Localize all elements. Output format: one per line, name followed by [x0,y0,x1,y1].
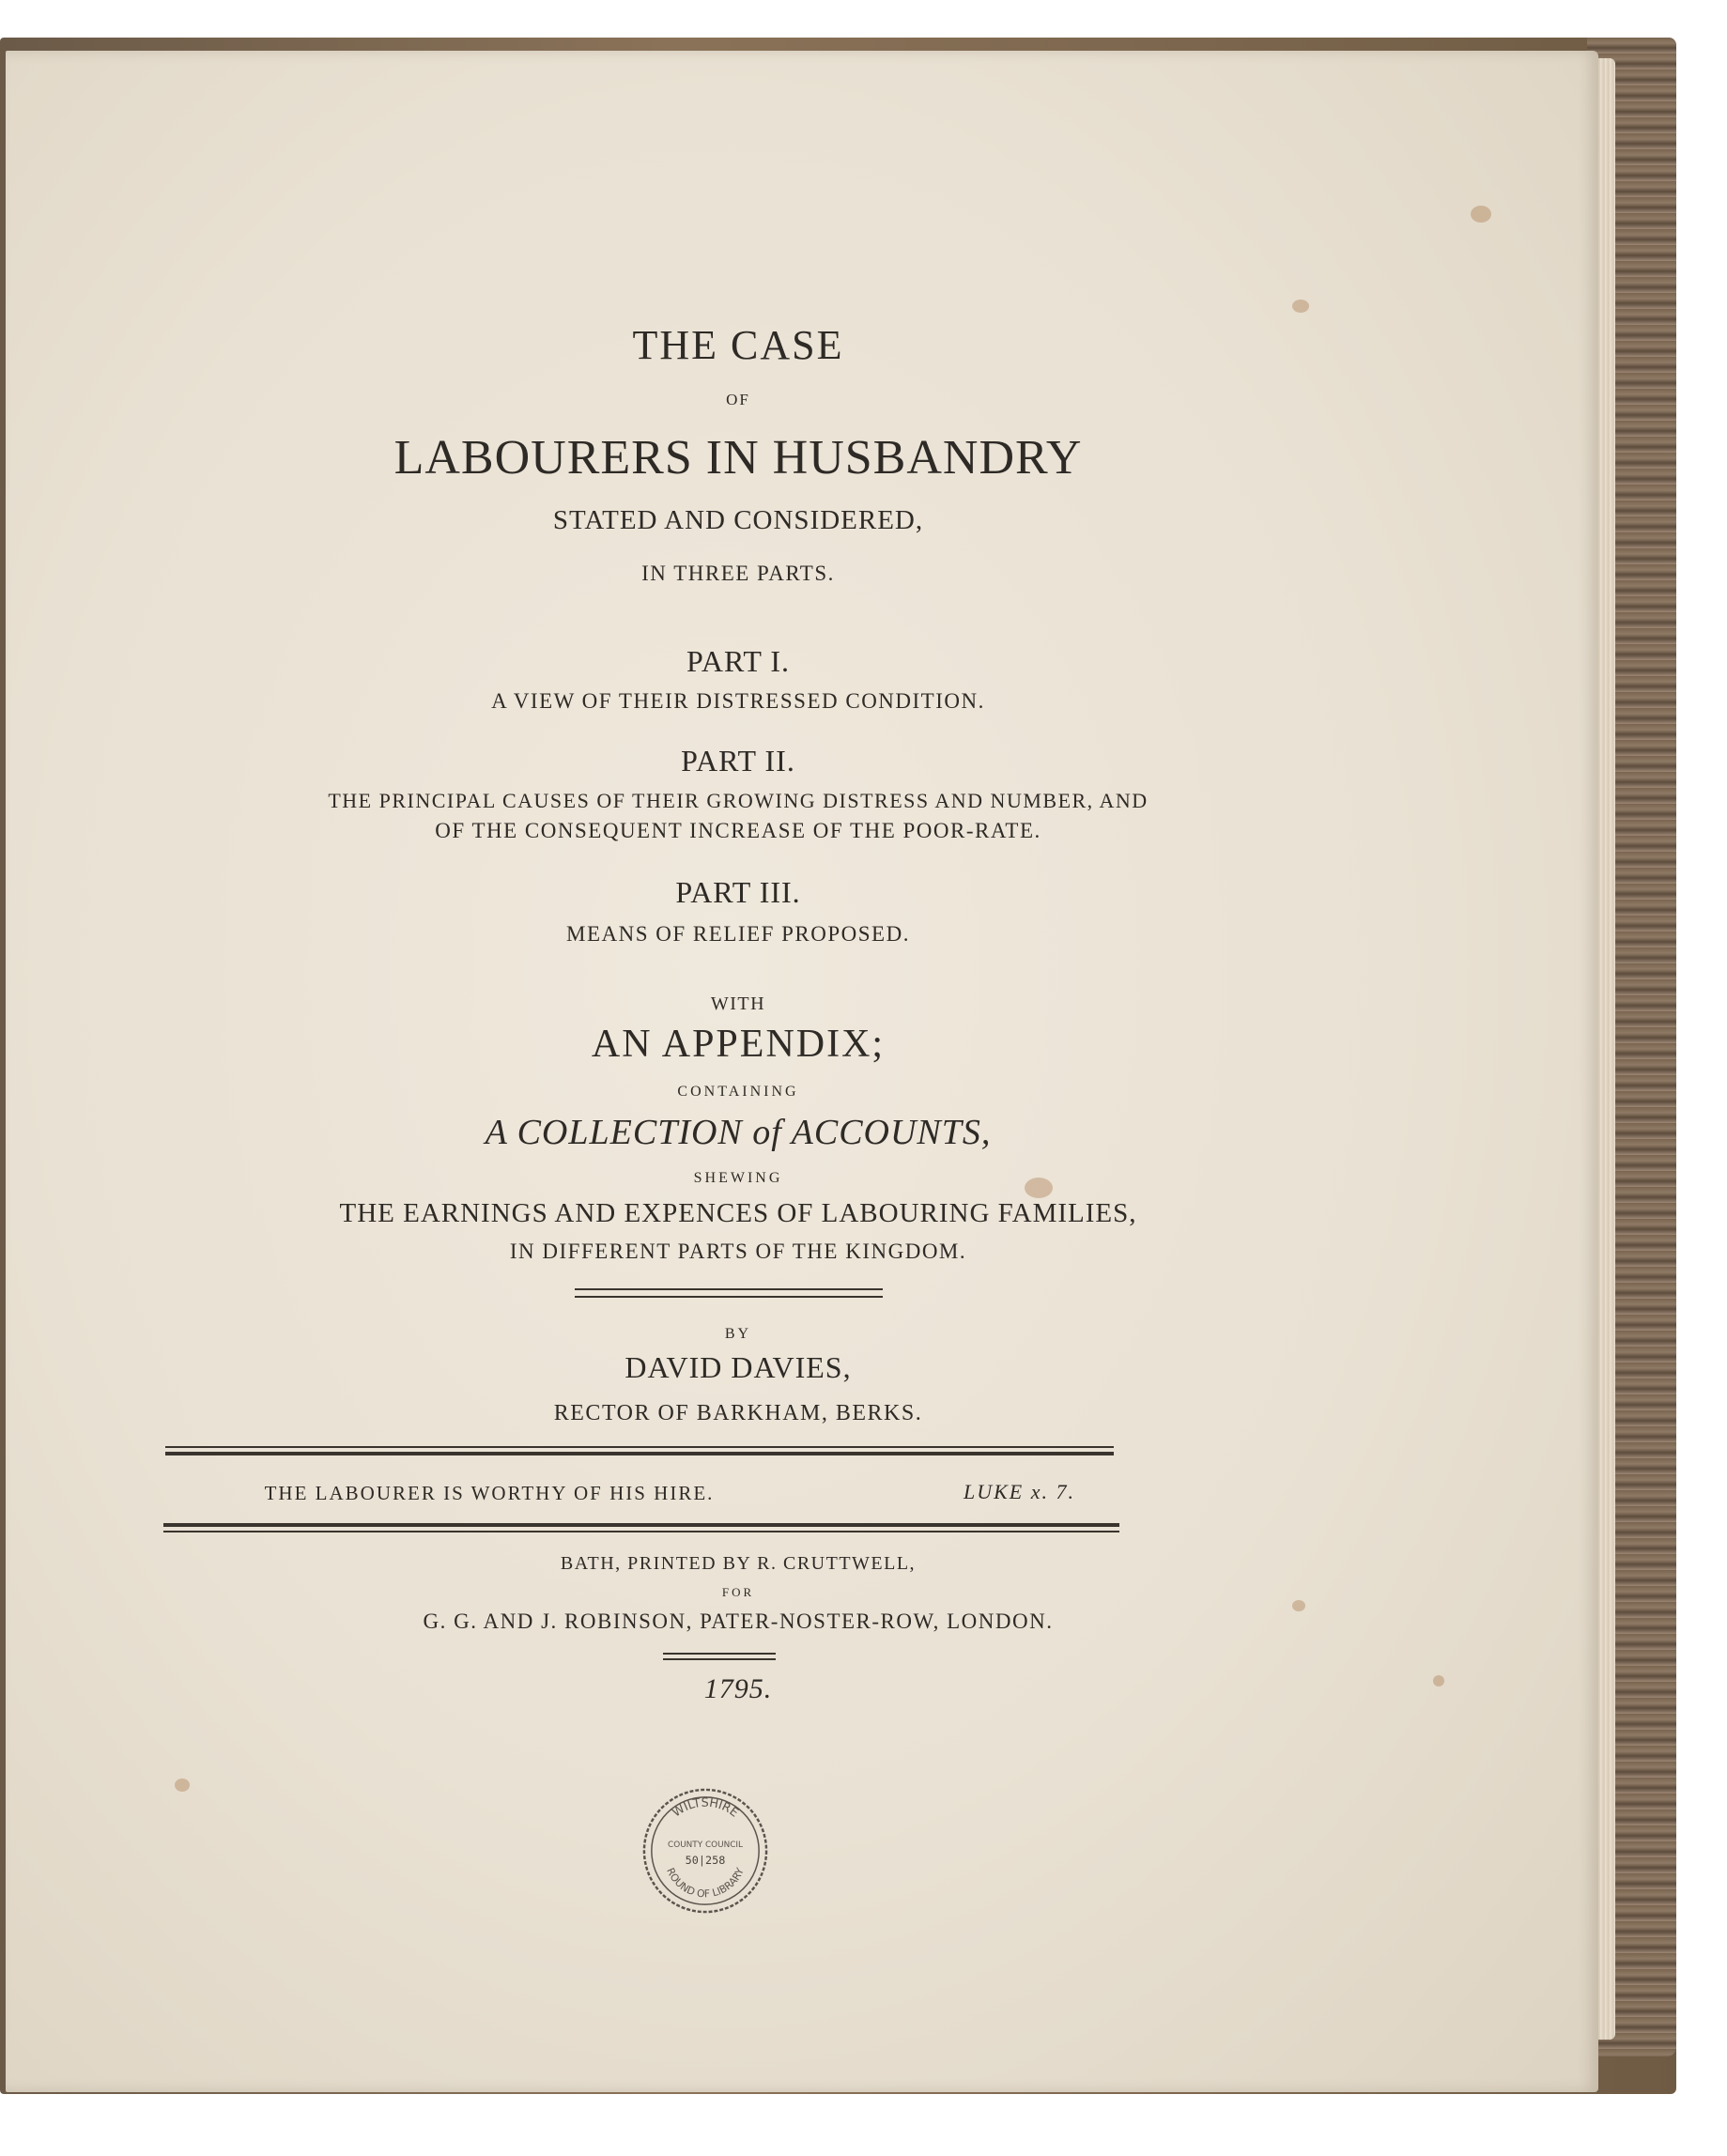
part-2-heading: PART II. [681,744,795,778]
rule-below-epigraph [163,1531,1119,1532]
stamp-text-bottom: ROUND OF LIBRARY [664,1866,747,1901]
part-3-heading: PART III. [675,875,801,909]
main-title: LABOURERS IN HUSBANDRY [393,431,1083,485]
foxing-spot [1292,300,1309,313]
containing-label: CONTAINING [677,1084,799,1100]
printer-line: BATH, PRINTED BY R. CRUTTWELL, [560,1553,917,1574]
subtitle: STATED AND CONSIDERED, [552,505,924,535]
part-2-description-line-2: OF THE CONSEQUENT INCREASE OF THE POOR-RATE. [435,819,1041,842]
by-label: BY [724,1326,752,1342]
appendix-heading: AN APPENDIX; [591,1023,886,1066]
rule-above-epigraph [165,1446,1114,1448]
short-rule-top [663,1653,776,1655]
part-2-description-line-1: THE PRINCIPAL CAUSES OF THEIR GROWING DISTRESS AND NUMBER, AND [328,789,1149,812]
author-title: RECTOR OF BARKHAM, BERKS. [553,1401,923,1425]
author-name: DAVID DAVIES, [624,1350,852,1384]
publication-year: 1795. [703,1673,773,1704]
title-line-1: THE CASE [632,322,844,368]
stamp-number: 50|258 [685,1853,726,1867]
epigraph: THE LABOURER IS WORTHY OF HIS HIRE. [264,1482,715,1504]
part-3-description: MEANS OF RELIEF PROPOSED. [566,922,910,946]
part-1-description: A VIEW OF THEIR DISTRESSED CONDITION. [491,689,985,713]
rule-below-epigraph-thick [163,1523,1119,1527]
double-rule-top [575,1288,883,1290]
earnings-line-2: IN DIFFERENT PARTS OF THE KINGDOM. [509,1240,967,1263]
stamp-text-middle: COUNTY COUNCIL [668,1840,743,1851]
foxing-spot [1433,1675,1444,1686]
short-rule-bottom [663,1658,776,1660]
foxing-spot [1292,1600,1305,1611]
title-page [6,51,1598,2092]
printer-for: FOR [721,1585,755,1599]
publisher-line: G. G. AND J. ROBINSON, PATER-NOSTER-ROW, LONDON. [423,1609,1054,1633]
part-1-heading: PART I. [686,644,790,678]
stamp-text-top: WILTSHIRE [670,1795,741,1821]
rule-above-epigraph-thick [165,1452,1114,1455]
library-stamp [640,1786,770,1916]
earnings-line-1: THE EARNINGS AND EXPENCES OF LABOURING FAMILIES, [339,1198,1137,1228]
collection-heading: A COLLECTION of ACCOUNTS, [485,1113,992,1152]
title-of: OF [726,391,750,408]
foxing-spot [175,1779,190,1792]
foxing-spot [1471,206,1491,223]
double-rule-bottom [575,1296,883,1298]
with-label: WITH [710,993,766,1014]
shewing-label: SHEWING [693,1170,783,1186]
parts-note: IN THREE PARTS. [641,562,835,585]
epigraph-source: LUKE x. 7. [964,1480,1075,1503]
